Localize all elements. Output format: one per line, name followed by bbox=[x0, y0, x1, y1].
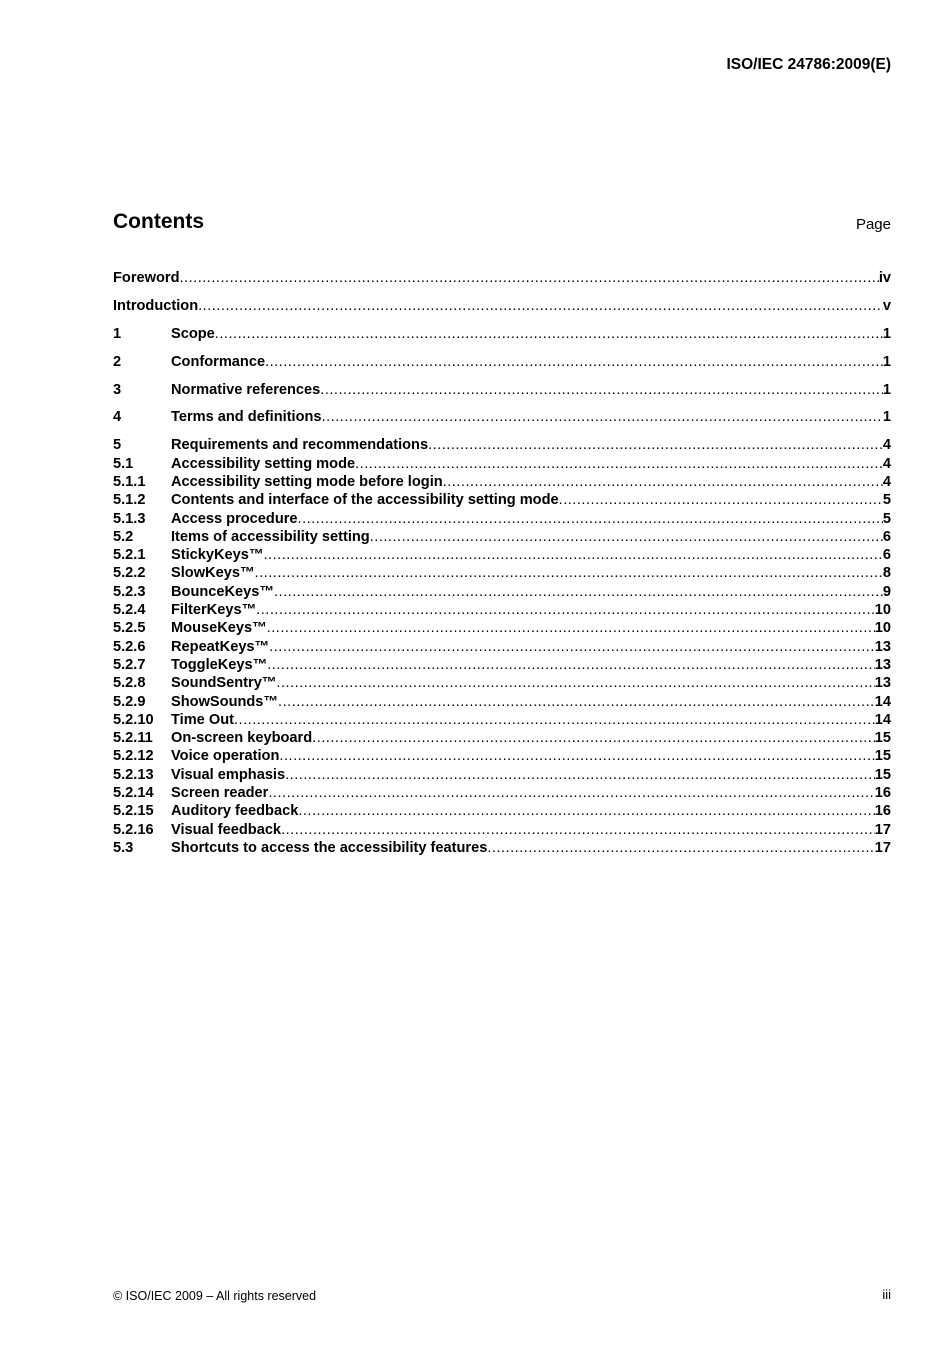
toc-entry-number: 3 bbox=[113, 381, 122, 398]
toc-leader-dots bbox=[322, 408, 883, 426]
toc-entry-number: 4 bbox=[113, 409, 122, 426]
toc-entry-number: 5.2.3 bbox=[113, 583, 146, 600]
toc-entry-number: 5.2.11 bbox=[113, 730, 153, 747]
toc-entry-4[interactable] bbox=[113, 408, 891, 426]
toc-entry-page: 16 bbox=[874, 784, 891, 801]
toc-entry-page: 10 bbox=[874, 620, 891, 637]
toc-entry-5-1-2[interactable] bbox=[113, 491, 891, 509]
toc-entry-page: 15 bbox=[874, 766, 891, 783]
toc-entry-title: Conformance bbox=[171, 353, 266, 370]
toc-leader-dots bbox=[215, 325, 883, 343]
toc-leader-dots bbox=[198, 297, 883, 315]
toc-entry-foreword[interactable] bbox=[113, 269, 891, 287]
toc-entry-number: 5.1 bbox=[113, 455, 134, 472]
toc-entry-title: SoundSentry™ bbox=[171, 675, 277, 692]
toc-leader-dots bbox=[298, 802, 874, 820]
toc-entry-number: 5.2.10 bbox=[113, 711, 154, 728]
toc-leader-dots bbox=[487, 839, 874, 857]
toc-leader-dots bbox=[285, 766, 875, 784]
toc-entry-page: 14 bbox=[874, 693, 891, 710]
toc-entry-5-2-5[interactable] bbox=[113, 619, 891, 637]
toc-entry-title: Terms and definitions bbox=[171, 409, 322, 426]
toc-leader-dots bbox=[265, 353, 883, 371]
toc-leader-dots bbox=[320, 381, 883, 399]
toc-entry-number: 5.1.1 bbox=[113, 473, 146, 490]
toc-entry-5-2-13[interactable] bbox=[113, 766, 891, 784]
toc-entry-5-3[interactable] bbox=[113, 839, 891, 857]
toc-entry-page: 1 bbox=[882, 325, 891, 342]
toc-entry-number: 5.2.7 bbox=[113, 656, 146, 673]
toc-entry-page: 1 bbox=[882, 353, 891, 370]
toc-entry-page: 5 bbox=[882, 510, 891, 527]
toc-entry-page: 13 bbox=[874, 656, 891, 673]
toc-entry-title: Time Out bbox=[171, 711, 234, 728]
toc-entry-title: RepeatKeys™ bbox=[171, 638, 270, 655]
toc-entry-number: 5.1.3 bbox=[113, 510, 146, 527]
toc-entry-title: Introduction bbox=[113, 297, 199, 314]
toc-leader-dots bbox=[370, 528, 883, 546]
toc-entry-5-2[interactable] bbox=[113, 528, 891, 546]
contents-heading: Contents bbox=[113, 210, 204, 233]
toc-entry-5-2-11[interactable] bbox=[113, 729, 891, 747]
toc-entry-number: 5.2.5 bbox=[113, 620, 146, 637]
toc-entry-page: 14 bbox=[874, 711, 891, 728]
toc-leader-dots bbox=[355, 455, 883, 473]
toc-entry-page: 9 bbox=[882, 583, 891, 600]
toc-entry-title: Scope bbox=[171, 325, 215, 342]
toc-entry-number: 5.2.12 bbox=[113, 748, 154, 765]
footer-copyright: © ISO/IEC 2009 – All rights reserved bbox=[113, 1289, 317, 1303]
toc-leader-dots bbox=[298, 510, 883, 528]
toc-entry-page: 17 bbox=[874, 821, 891, 838]
toc-entry-title: Voice operation bbox=[171, 748, 280, 765]
toc-leader-dots bbox=[279, 747, 874, 765]
toc-entry-5-2-2[interactable] bbox=[113, 564, 891, 582]
toc-entry-page: 17 bbox=[874, 839, 891, 856]
toc-entry-number: 5.2.2 bbox=[113, 565, 146, 582]
toc-entry-page: iv bbox=[878, 270, 891, 286]
toc-entry-title: FilterKeys™ bbox=[171, 602, 257, 619]
toc-entry-5-2-6[interactable] bbox=[113, 638, 891, 656]
toc-entry-5-2-4[interactable] bbox=[113, 601, 891, 619]
page-column-heading: Page bbox=[855, 216, 891, 233]
toc-leader-dots bbox=[179, 269, 878, 287]
toc-entry-number: 1 bbox=[113, 325, 122, 342]
toc-entry-5-2-12[interactable] bbox=[113, 747, 891, 765]
toc-entry-title: Items of accessibility setting bbox=[171, 528, 370, 545]
toc-entry-number: 5.2.13 bbox=[113, 766, 154, 783]
toc-entry-1[interactable] bbox=[113, 325, 891, 343]
footer-page-number: iii bbox=[882, 1287, 891, 1302]
toc-entry-title: BounceKeys™ bbox=[171, 583, 274, 600]
toc-entry-title: Foreword bbox=[113, 270, 180, 286]
toc-entry-5-2-10[interactable] bbox=[113, 711, 891, 729]
toc-entry-title: On-screen keyboard bbox=[171, 730, 313, 747]
toc-entry-title: MouseKeys™ bbox=[171, 620, 267, 637]
toc-leader-dots bbox=[274, 583, 883, 601]
toc-leader-dots bbox=[234, 711, 875, 729]
toc-entry-5-2-7[interactable] bbox=[113, 656, 891, 674]
toc-entry-number: 5.2.16 bbox=[113, 821, 154, 838]
toc-entry-page: 1 bbox=[882, 381, 891, 398]
document-id: ISO/IEC 24786:2009(E) bbox=[726, 56, 891, 73]
toc-entry-title: SlowKeys™ bbox=[171, 565, 255, 582]
toc-leader-dots bbox=[428, 436, 883, 454]
toc-entry-page: 8 bbox=[882, 565, 891, 582]
toc-leader-dots bbox=[559, 491, 883, 509]
toc-entry-title: Visual feedback bbox=[171, 821, 282, 838]
toc-entry-page: 4 bbox=[882, 455, 891, 472]
toc-leader-dots bbox=[267, 656, 875, 674]
toc-entry-page: v bbox=[882, 297, 891, 314]
toc-entry-page: 4 bbox=[882, 473, 891, 490]
toc-entry-page: 13 bbox=[874, 675, 891, 692]
toc-leader-dots bbox=[278, 693, 875, 711]
toc-entry-page: 13 bbox=[874, 638, 891, 655]
table-of-contents bbox=[113, 269, 891, 857]
toc-entry-5-2-1[interactable] bbox=[113, 546, 891, 564]
toc-entry-5-1-3[interactable] bbox=[113, 510, 891, 528]
toc-entry-number: 5.3 bbox=[113, 839, 134, 856]
toc-entry-page: 16 bbox=[874, 803, 891, 820]
toc-entry-page: 6 bbox=[882, 547, 891, 564]
toc-entry-number: 5.2.6 bbox=[113, 638, 146, 655]
toc-entry-3[interactable] bbox=[113, 381, 891, 399]
toc-entry-5-1-1[interactable] bbox=[113, 473, 891, 491]
toc-leader-dots bbox=[281, 821, 875, 839]
toc-entry-page: 15 bbox=[874, 730, 891, 747]
toc-entry-number: 5.2.15 bbox=[113, 803, 154, 820]
toc-leader-dots bbox=[276, 674, 874, 692]
toc-entry-page: 5 bbox=[882, 492, 891, 509]
toc-entry-5-1[interactable] bbox=[113, 455, 891, 473]
toc-entry-page: 15 bbox=[874, 748, 891, 765]
toc-entry-number: 5.1.2 bbox=[113, 492, 146, 509]
toc-entry-number: 5.2.8 bbox=[113, 675, 146, 692]
toc-entry-number: 5 bbox=[113, 437, 122, 454]
toc-entry-5-2-15[interactable] bbox=[113, 802, 891, 820]
toc-leader-dots bbox=[269, 638, 875, 656]
toc-leader-dots bbox=[443, 473, 883, 491]
toc-entry-5-2-8[interactable] bbox=[113, 674, 891, 692]
toc-leader-dots bbox=[268, 784, 874, 802]
toc-entry-title: Shortcuts to access the accessibility features bbox=[171, 839, 488, 856]
toc-entry-title: ToggleKeys™ bbox=[171, 656, 268, 673]
toc-entry-5-2-14[interactable] bbox=[113, 784, 891, 802]
toc-entry-title: Access procedure bbox=[171, 510, 298, 527]
toc-entry-number: 2 bbox=[113, 353, 122, 370]
toc-leader-dots bbox=[256, 601, 875, 619]
toc-entry-number: 5.2.4 bbox=[113, 602, 146, 619]
toc-entry-title: Accessibility setting mode bbox=[171, 455, 356, 472]
toc-entry-title: Accessibility setting mode before login bbox=[171, 473, 443, 490]
toc-entry-title: Normative references bbox=[171, 381, 321, 398]
toc-entry-number: 5.2.9 bbox=[113, 693, 146, 710]
toc-leader-dots bbox=[255, 564, 883, 582]
toc-entry-title: Contents and interface of the accessibility setting mode bbox=[171, 492, 559, 509]
toc-entry-2[interactable] bbox=[113, 353, 891, 371]
toc-entry-title: Requirements and recommendations bbox=[171, 437, 429, 454]
toc-entry-number: 5.2.14 bbox=[113, 784, 154, 801]
toc-entry-page: 6 bbox=[882, 528, 891, 545]
toc-entry-page: 4 bbox=[882, 437, 891, 454]
toc-entry-title: Screen reader bbox=[171, 784, 269, 801]
toc-entry-5-2-3[interactable] bbox=[113, 583, 891, 601]
toc-entry-number: 5.2 bbox=[113, 528, 134, 545]
toc-entry-number: 5.2.1 bbox=[113, 547, 146, 564]
toc-entry-page: 10 bbox=[874, 602, 891, 619]
toc-entry-title: Auditory feedback bbox=[171, 803, 299, 820]
toc-leader-dots bbox=[263, 546, 882, 564]
toc-leader-dots bbox=[267, 619, 875, 637]
toc-entry-title: Visual emphasis bbox=[171, 766, 286, 783]
toc-entry-5[interactable] bbox=[113, 436, 891, 454]
toc-entry-page: 1 bbox=[882, 409, 891, 426]
toc-entry-introduction[interactable] bbox=[113, 297, 891, 315]
toc-leader-dots bbox=[312, 729, 875, 747]
toc-entry-title: StickyKeys™ bbox=[171, 547, 264, 564]
toc-entry-5-2-16[interactable] bbox=[113, 821, 891, 839]
toc-entry-title: ShowSounds™ bbox=[171, 693, 279, 710]
toc-entry-5-2-9[interactable] bbox=[113, 693, 891, 711]
